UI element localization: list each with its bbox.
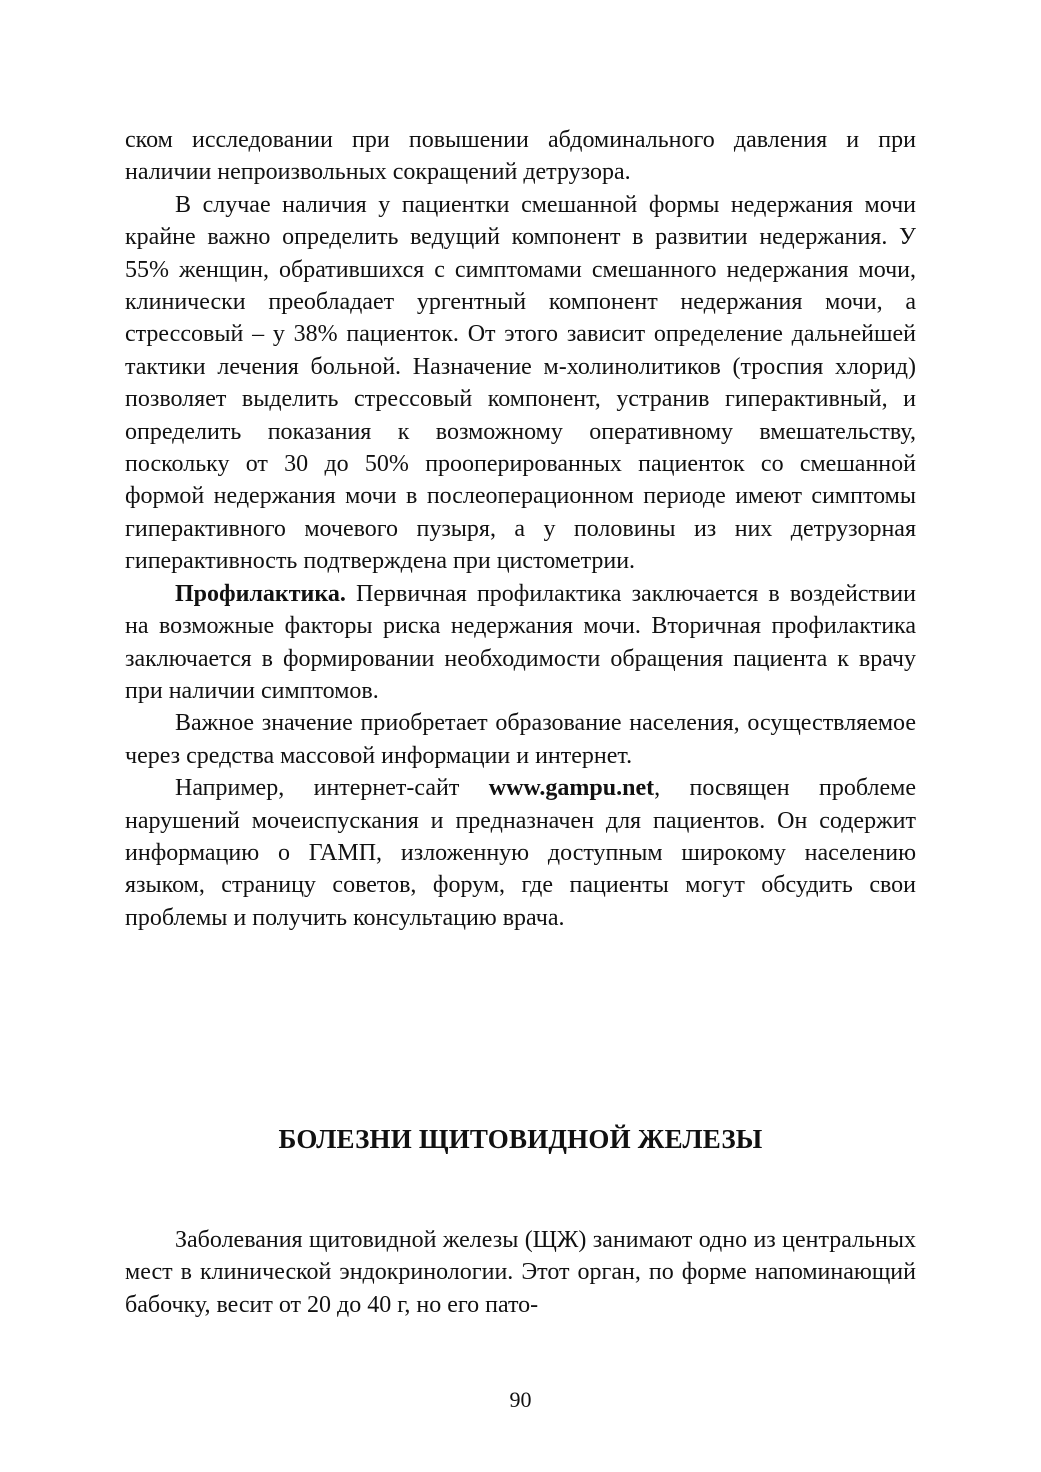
paragraph-continuation bbox=[125, 124, 916, 189]
paragraph-prophylaxis bbox=[125, 578, 916, 708]
paragraph-text: В случае наличия у пациентки смешанной формы недержания мочи крайне важно определить ведущий компонент в развитии недержания. У 55% женщин, обратившихся с симптомами смешанного недержания мочи, клинически преобладает ургентный компонент недержания мочи, а стрессовый – у 38% пациенток. От этого зависит определение дальнейшей тактики лечения больной. Назначение м-холинолитиков (троспия хлорид) позволяет выделить стрессовый компонент, устранив гиперактивный, и определить показания к возможному оперативному вмешательству, поскольку от 30 до 50% прооперированных пациенток со смешанной формой недержания мочи в послеоперационном периоде имеют симптомы гиперактивного мочевого пузыря, а у половины из них детрузорная гиперактивность подтверждена при цистометрии. bbox=[125, 191, 916, 575]
paragraph-text: Например, интернет-сайт bbox=[175, 775, 489, 802]
main-text-column bbox=[125, 124, 916, 934]
paragraph-text: ском исследовании при повышении абдоминального давления и при наличии непроизвольных сокращений детрузора. bbox=[125, 127, 916, 186]
paragraph-text: Заболевания щитовидной железы (ЩЖ) занимают одно из центральных мест в клинической эндокринологии. Этот орган, по форме напоминающий бабочку, весит от 20 до 40 г, но его пато- bbox=[125, 1227, 916, 1318]
website-link: www.gampu.net bbox=[488, 775, 655, 802]
section-text-column bbox=[125, 1224, 916, 1321]
paragraph-thyroid-intro bbox=[125, 1224, 916, 1321]
paragraph-mixed-incontinence bbox=[125, 189, 916, 578]
paragraph-text: Первичная профилактика заключается в воздействии на возможные факторы риска недержания мочи. Вторичная профилактика заключается в формировании необходимости обращения пациента к врачу при наличии симптомов. bbox=[125, 580, 916, 704]
paragraph-text: Важное значение приобретает образование населения, осуществляемое через средства массовой информации и интернет. bbox=[125, 710, 916, 769]
paragraph-education bbox=[125, 707, 916, 772]
section-heading: БОЛЕЗНИ ЩИТОВИДНОЙ ЖЕЛЕЗЫ bbox=[278, 1124, 763, 1154]
paragraph-text: , посвящен проблеме нарушений мочеиспускания и предназначен для пациентов. Он содержит информацию о ГАМП, изложенную доступным широкому населению языком, страницу советов, форум, где пациенты могут обсудить свои проблемы и получить консультацию врача. bbox=[125, 775, 916, 931]
paragraph-website bbox=[125, 772, 916, 934]
paragraph-lead-term: Профилактика. bbox=[175, 580, 346, 607]
page-number: 90 bbox=[509, 1387, 532, 1412]
